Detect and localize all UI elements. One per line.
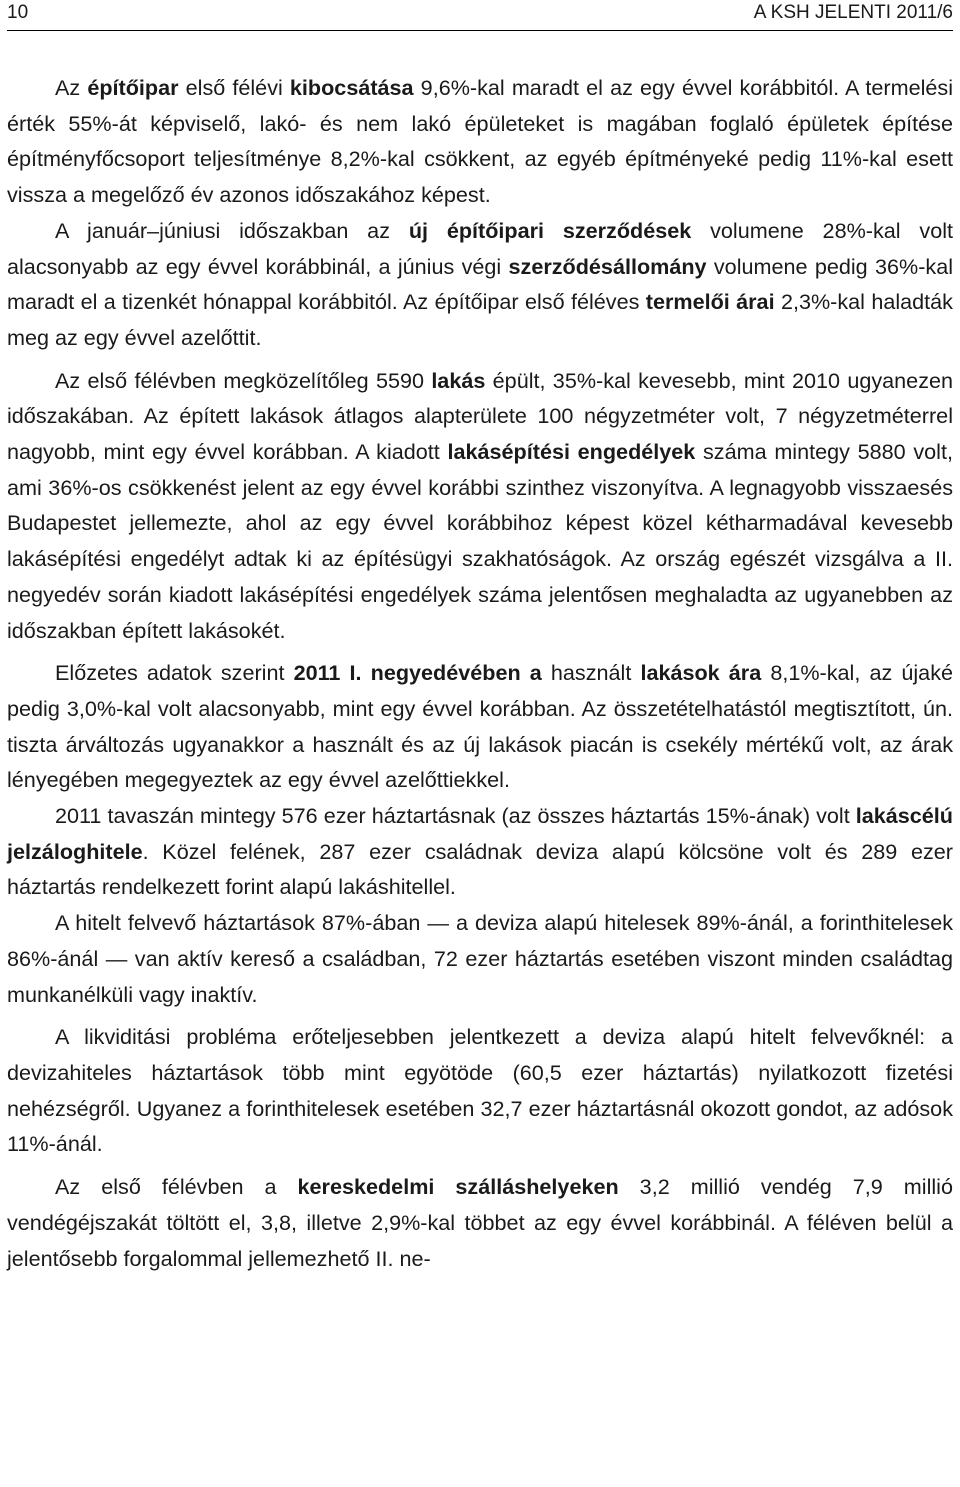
bold-text-run: építőipar — [87, 75, 179, 100]
text-run: száma mintegy 5880 volt, ami 36%-os csökkenést jelent az egy évvel korábbi szinthez viszonyítva. A legnagyobb visszaesés Budapestet jellemezte, ahol az egy évvel korábbihoz képest közel kétharmadával kevesebb lakásépítési engedélyt adtak ki az építésügyi szakhatóságok. Az ország egészét vizsgálva a II. negyedév során kiadott lakásépítési engedélyek száma jelentősen meghaladta az ugyanebben az időszakban épített lakásokét. — [7, 439, 953, 643]
page-number: 10 — [7, 2, 29, 23]
page-header — [7, 0, 953, 31]
text-run: A hitelt felvevő háztartások 87%-ában — a deviza alapú hitelesek 89%-ánál, a forinthitelesek 86%-ánál — van aktív kereső a családban, 72 ezer háztartás esetében viszont minden családtag munkanélküli vagy inaktív. — [7, 910, 953, 1007]
text-run: első félévi — [178, 75, 290, 100]
text-run: Az első félévben megközelítőleg 5590 — [55, 367, 432, 393]
bold-text-run: 2011 I. negyedévében a — [293, 660, 542, 686]
text-run: 2011 tavaszán mintegy 576 ezer háztartásnak (az összes háztartás 15%-ának) volt — [55, 803, 856, 829]
paragraph-construction-output — [7, 70, 953, 213]
bold-text-run: szerződésállomány — [508, 253, 707, 279]
text-run: használt — [541, 660, 641, 686]
paragraph-housing-prices — [7, 655, 953, 798]
publication-title: A KSH JELENTI 2011/6 — [753, 2, 953, 23]
text-run: Az első félévben a — [55, 1174, 298, 1200]
text-run: 9,6%-kal maradt el az egy évvel korábbitól. A termelési érték 55%-át képviselő, lakó- és nem lakó épületeket is magában foglaló épületek építése építményfőcsoport teljesítménye 8,2%-kal csökkent, az egyéb építményeké pedig 11%-kal esett vissza a megelőző év azonos időszakához képest. — [7, 75, 953, 208]
text-run: Az — [55, 75, 88, 100]
text-run: épült, 35%-kal kevesebb, mint 2010 ugyanezen időszakában. Az épített lakások átlagos alapterülete 100 négyzetméter volt, 7 négyzetméterrel nagyobb, mint egy évvel korábban. A kiadott — [7, 367, 954, 465]
text-run: A január–júniusi időszakban az — [55, 217, 409, 243]
bold-text-run: kibocsátása — [289, 75, 414, 100]
paragraph-liquidity-problems — [7, 1019, 953, 1162]
paragraph-accommodation — [7, 1169, 953, 1276]
bold-text-run: lakás — [431, 367, 486, 393]
bold-text-run: termelői árai — [645, 289, 775, 315]
bold-text-run: lakáscélú jelzáloghitele — [7, 803, 953, 864]
bold-text-run: új építőipari szerződések — [408, 217, 692, 243]
text-run: 3,2 millió vendég 7,9 millió vendégéjszakát töltött el, 3,8, illetve 2,9%-kal többet az egy évvel korábbinál. A féléven belül a jelentősebb forgalommal jellemezhető II. ne- — [7, 1174, 953, 1271]
text-run: volumene 28%-kal volt alacsonyabb az egy évvel korábbinál, a június végi — [7, 217, 953, 279]
text-run: volumene pedig 36%-kal maradt el a tizenkét hónappal korábbitól. Az építőipar első féléves — [7, 253, 953, 315]
text-run: . Közel felének, 287 ezer családnak deviza alapú kölcsöne volt és 289 ezer háztartás rendelkezett forint alapú lakáshitellel. — [7, 838, 953, 900]
paragraph-construction-contracts — [7, 213, 953, 356]
text-run: A likviditási probléma erőteljesebben jelentkezett a deviza alapú hitelt felvevőknél: a devizahiteles háztartások több mint egyötöde (60,5 ezer háztartás) nyilatkozott fizetési nehézségről. Ugyanez a forinthitelesek esetében 32,7 ezer háztartásnál okozott gondot, az adósok 11%-ánál. — [7, 1024, 953, 1157]
paragraph-borrower-households — [7, 905, 953, 1012]
bold-text-run: kereskedelmi szálláshelyeken — [297, 1174, 619, 1200]
text-run: Előzetes adatok szerint — [55, 660, 294, 686]
article-body — [7, 70, 953, 1276]
bold-text-run: lakásépítési engedélyek — [447, 439, 696, 465]
paragraph-mortgage-loans — [7, 798, 953, 905]
text-run: 8,1%-kal, az újaké pedig 3,0%-kal volt alacsonyabb, mint egy évvel korábban. Az összetételhatástól megtisztított, ún. tiszta árváltozás ugyanakkor a használt és az új lakások piacán is csekély mértékű volt, az árak lényegében megegyeztek az egy évvel azelőttiekkel. — [7, 660, 953, 793]
paragraph-dwellings — [7, 363, 953, 649]
bold-text-run: lakások ára — [640, 660, 762, 686]
text-run: 2,3%-kal haladták meg az egy évvel azelőttit. — [7, 289, 953, 350]
